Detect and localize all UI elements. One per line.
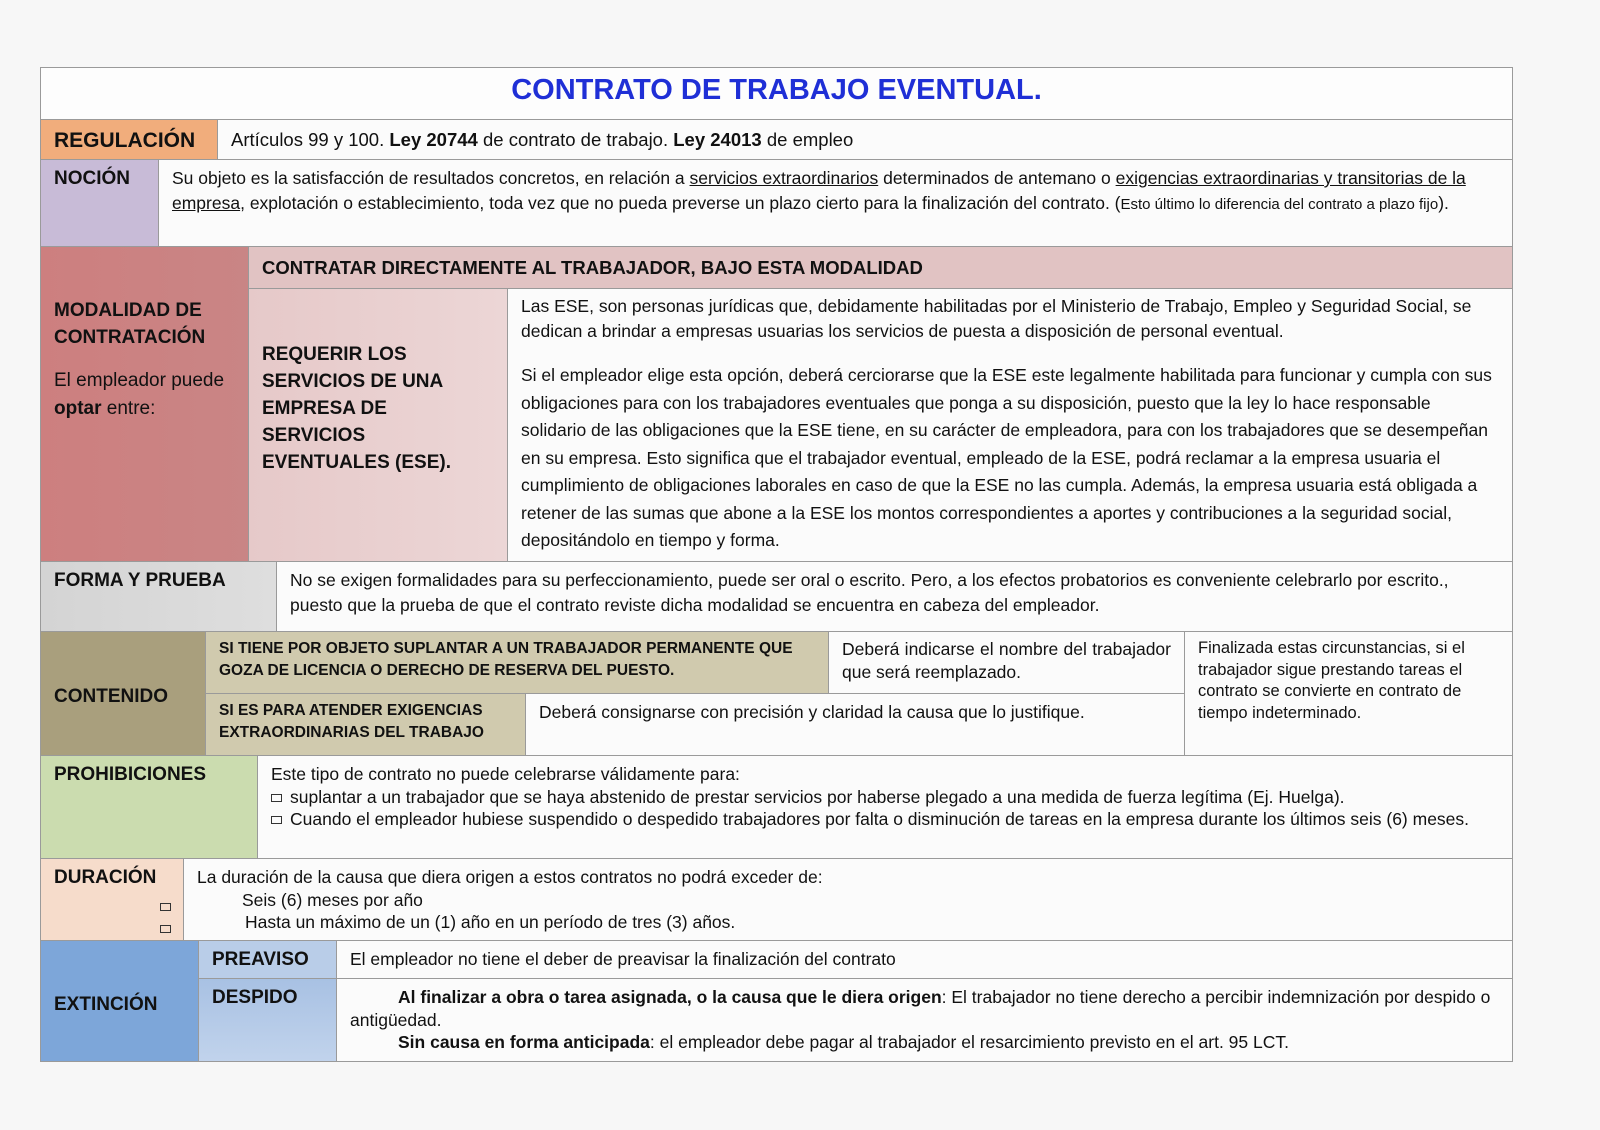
bullet-icon (271, 816, 282, 824)
page-title: CONTRATO DE TRABAJO EVENTUAL. (511, 74, 1042, 106)
opcion-contratar-directamente: CONTRATAR DIRECTAMENTE AL TRABAJADOR, BAJO ESTA MODALIDAD (248, 246, 1513, 289)
bullet-icon (271, 794, 282, 802)
prohibiciones-text: Este tipo de contrato no puede celebrarse válidamente para: suplantar a un trabajador que se haya abstenido de prestar servicios por haberse plegado a una medida de fuerza legítima (Ej. Huelga). Cuando el empleador hubiese suspendido o despedido trabajadores por falta o disminución de tareas en la empresa durante los últimos seis (6) meses. (257, 755, 1513, 859)
contenido-texto2: Deberá consignarse con precisión y claridad la causa que lo justifique. (525, 693, 1185, 756)
contenido-nota: Finalizada estas circunstancias, si el trabajador sigue prestando tareas el contrato se convierte en contrato de tiempo indeterminado. (1184, 631, 1513, 756)
contenido-caso2: SI ES PARA ATENDER EXIGENCIAS EXTRAORDINARIAS DEL TRABAJO (205, 693, 526, 756)
prohibiciones-label: PROHIBICIONES (40, 755, 258, 859)
contenido-caso1: SI TIENE POR OBJETO SUPLANTAR A UN TRABAJADOR PERMANENTE QUE GOZA DE LICENCIA O DERECHO DE RESERVA DEL PUESTO. (205, 631, 829, 694)
despido-label: DESPIDO (198, 978, 337, 1062)
duracion-text: La duración de la causa que diera origen a estos contratos no podrá exceder de: Seis (6) meses por año Hasta un máximo de un (1) año en un período de tres (3) años. (183, 858, 1513, 941)
opcion-requerir-ese: REQUERIR LOS SERVICIOS DE UNA EMPRESA DE SERVICIOS EVENTUALES (ESE). (248, 288, 508, 562)
preaviso-label: PREAVISO (198, 940, 337, 979)
list-item: suplantar a un trabajador que se haya abstenido de prestar servicios por haberse plegado a una medida de fuerza legítima (Ej. Huelga). (271, 786, 1499, 809)
contenido-texto1: Deberá indicarse el nombre del trabajador que será reemplazado. (828, 631, 1185, 694)
regulacion-text: Artículos 99 y 100. Ley 20744 de contrato de trabajo. Ley 24013 de empleo (217, 119, 1513, 160)
bullet-icon (160, 925, 171, 933)
list-item: Hasta un máximo de un (1) año en un período de tres (3) años. (245, 912, 736, 932)
modalidad-label: MODALIDAD DE CONTRATACIÓN El empleador puede optar entre: (40, 246, 249, 562)
list-item: Seis (6) meses por año (242, 889, 423, 910)
forma-label: FORMA Y PRUEBA (40, 561, 277, 632)
title-row (40, 67, 1513, 120)
extincion-label: EXTINCIÓN (40, 940, 199, 1062)
nocion-text: Su objeto es la satisfacción de resultados concretos, en relación a servicios extraordinarios determinados de antemano o exigencias extraordinarias y transitorias de la empresa, explotación o establecimiento, toda vez que no pueda preverse un plazo cierto para la finalización del contrato. (Esto último lo diferencia del contrato a plazo fijo). (158, 159, 1513, 247)
forma-text: No se exigen formalidades para su perfeccionamiento, puede ser oral o escrito. Pero, a los efectos probatorios es conveniente celebrarlo por escrito., puesto que la prueba de que el contrato reviste dicha modalidad se encuentra en cabeza del empleador. (276, 561, 1513, 632)
preaviso-text: El empleador no tiene el deber de preavisar la finalización del contrato (336, 940, 1513, 979)
ese-description: Las ESE, son personas jurídicas que, debidamente habilitadas por el Ministerio de Trabajo, Empleo y Seguridad Social, se dedican a brindar a empresas usuarias los servicios de puesta a disposición de personal eventual. Si el empleador elige esta opción, deberá cerciorarse que la ESE este legalmente habilitada para funcionar y cumpla con sus obligaciones para con los trabajadores eventuales que ponga a su disposición, puesto que la ley lo hace responsable solidario de las obligaciones que la ESE tiene, en su carácter de empleadora, para con los trabajadores que se desempeñan en su empresa. Esto significa que el trabajador eventual, empleado de la ESE, podrá reclamar a la empresa usuaria el cumplimiento de obligaciones laborales en caso de que la ESE no las cumpla. Además, la empresa usuaria está obligada a retener de las sumas que abone a la ESE los montos correspondientes a aportes y contribuciones a la seguridad social, depositándolo en tiempo y forma. (507, 288, 1513, 562)
nocion-label: NOCIÓN (40, 159, 159, 247)
despido-text: Al finalizar a obra o tarea asignada, o la causa que le diera origen: El trabajador no tiene derecho a percibir indemnización por despido o antigüedad. Sin causa en forma anticipada: el empleador debe pagar al trabajador el resarcimiento previsto en el art. 95 LCT. (336, 978, 1513, 1062)
regulacion-label: REGULACIÓN (40, 119, 218, 160)
list-item: Cuando el empleador hubiese suspendido o despedido trabajadores por falta o disminución de tareas en la empresa durante los últimos seis (6) meses. (271, 808, 1499, 831)
contenido-label: CONTENIDO (40, 631, 206, 756)
bullet-icon (160, 903, 171, 911)
duracion-label: DURACIÓN (40, 858, 184, 941)
